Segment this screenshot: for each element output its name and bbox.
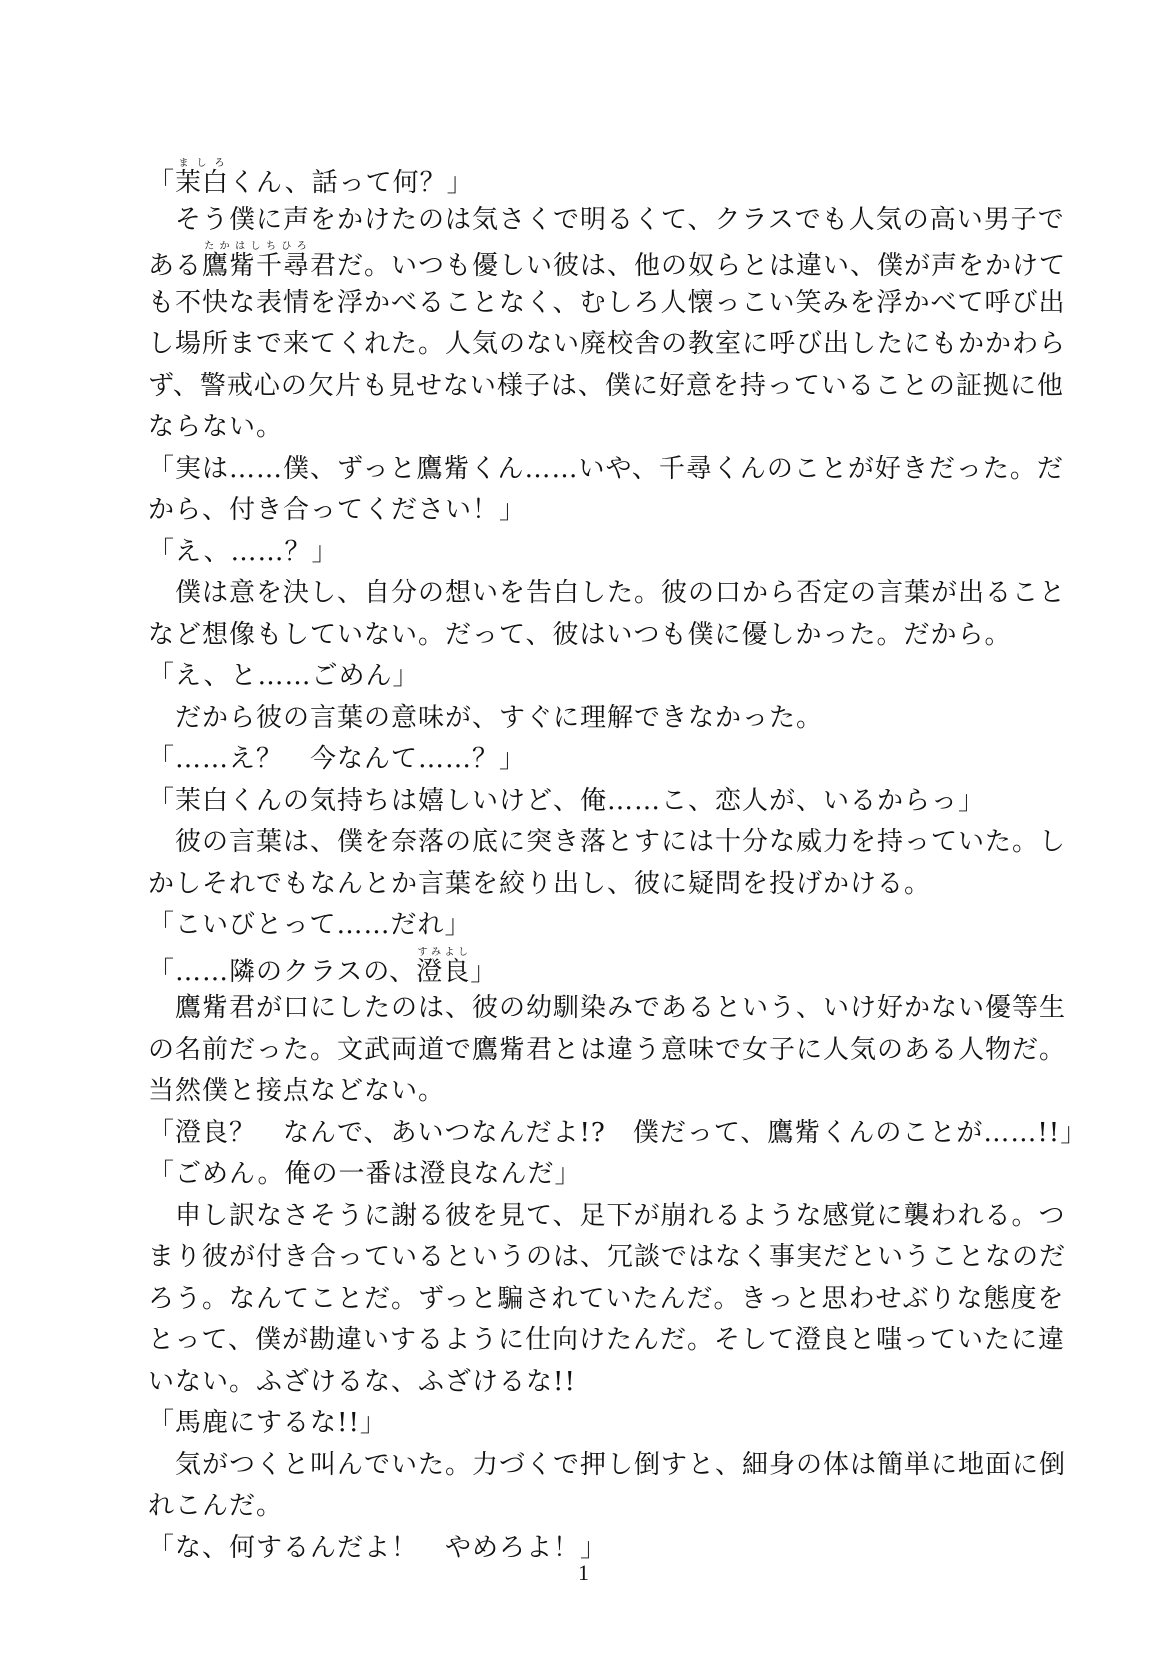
text-line [148, 1071, 1028, 1113]
text-line [148, 1320, 1065, 1362]
text-line [148, 283, 1066, 325]
text-line [148, 1486, 1028, 1528]
furigana: たかはしちひろ [202, 241, 311, 252]
body-text [148, 158, 1088, 1569]
text-line [148, 781, 1028, 823]
text-line [148, 656, 1028, 698]
text-line [148, 490, 1028, 532]
text-segment: ならない。 [148, 412, 284, 442]
text-line [148, 1445, 1067, 1487]
text-segment: 「……隣のクラスの、 [148, 956, 417, 987]
text-line [148, 1030, 1067, 1072]
page-number: 1 [578, 1560, 589, 1585]
text-segment: 申し訳なさそうに謝る彼を見て、足下が崩れるような感覚に襲われる。つ [148, 1200, 1066, 1231]
text-segment: 当然僕と接点などない。 [148, 1076, 446, 1106]
text-segment: 君だ。いつも優しい彼は、他の奴らとは違い、僕が声をかけて [310, 251, 1067, 281]
text-line [148, 864, 1028, 906]
text-segment: の名前だった。文武両道で鷹觜君とは違う意味で女子に人気のある人物だ。 [148, 1034, 1067, 1065]
text-line [148, 158, 1028, 200]
text-segment: とって、僕が勘違いするように仕向けたんだ。そして澄良と嗤っていたに違 [148, 1325, 1065, 1355]
text-segment: 「澄良？ なんで、あいつなんだよ!? 僕だって、鷹觜くんのことが……!!」 [148, 1117, 1088, 1148]
text-segment: 彼の言葉は、僕を奈落の底に突き落とすには十分な威力を持っていた。し [148, 827, 1067, 857]
text-line [148, 698, 1028, 740]
text-line [148, 947, 1028, 989]
ruby-word: 鷹觜千尋たかはしちひろ [202, 241, 311, 281]
text-line [148, 1237, 1067, 1279]
text-line [148, 615, 1028, 657]
text-line [148, 200, 1065, 242]
furigana: ましろ [175, 158, 230, 169]
text-segment: 「……え？ 今なんて……？」 [148, 744, 527, 774]
text-line [148, 988, 1067, 1030]
text-line [148, 241, 1067, 283]
text-segment: 「ごめん。俺の一番は澄良なんだ」 [148, 1159, 582, 1189]
text-segment: 「茉白くんの気持ちは嬉しいけど、俺……こ、恋人が、いるからっ」 [148, 785, 986, 816]
text-segment: 」 [470, 956, 498, 987]
text-segment: いない。ふざけるな、ふざけるな!! [148, 1366, 576, 1397]
text-line [148, 905, 1028, 947]
text-line [148, 449, 1064, 491]
text-segment: 「え、と……ごめん」 [148, 661, 420, 691]
furigana: すみよし [416, 946, 471, 958]
text-segment: そう僕に声をかけたのは気さくで明るくて、クラスでも人気の高い男子で [148, 204, 1065, 235]
ruby-word: 澄良すみよし [416, 946, 471, 987]
text-segment: 「え、……？」 [148, 536, 339, 567]
text-line [148, 1196, 1066, 1238]
text-line [148, 1154, 1028, 1196]
text-line [148, 532, 1028, 574]
text-segment: から、付き合ってください！」 [148, 495, 527, 525]
text-line [148, 1403, 1028, 1445]
text-segment: くん、話って何？」 [229, 168, 474, 198]
text-segment: ず、警戒心の欠片も見せない様子は、僕に好意を持っていることの証拠に他 [148, 370, 1064, 401]
text-line [148, 1113, 1088, 1155]
text-line [148, 366, 1064, 408]
text-line [148, 1279, 1065, 1321]
text-segment: 「 [148, 168, 176, 198]
text-line [148, 739, 1028, 781]
text-line [148, 407, 1028, 449]
text-segment: 「馬鹿にするな!!」 [148, 1408, 387, 1438]
text-segment: など想像もしていない。だって、彼はいつも僕に優しかった。だから。 [148, 619, 1012, 650]
text-line [148, 822, 1067, 864]
text-segment: 気がつくと叫んでいた。力づくで押し倒すと、細身の体は簡単に地面に倒 [148, 1449, 1067, 1480]
text-segment: 「実は……僕、ずっと鷹觜くん……いや、千尋くんのことが好きだった。だ [148, 453, 1064, 484]
text-segment: ろう。なんてことだ。ずっと騙されていたんだ。きっと思わせぶりな態度を [148, 1283, 1065, 1314]
text-segment: 僕は意を決し、自分の想いを告白した。彼の口から否定の言葉が出ること [148, 578, 1067, 608]
text-segment: も不快な表情を浮かべることなく、むしろ人懐っこい笑みを浮かべて呼び出 [148, 287, 1066, 318]
text-segment: まり彼が付き合っているというのは、冗談ではなく事実だということなのだ [148, 1242, 1067, 1272]
text-segment: ある [148, 251, 203, 281]
text-segment: 鷹觜君が口にしたのは、彼の幼馴染みであるという、いけ好かない優等生 [148, 993, 1067, 1023]
text-line [148, 324, 1067, 366]
text-segment: し場所まで来てくれた。人気のない廃校舎の教室に呼び出したにもかかわら [148, 329, 1067, 359]
text-segment: かしそれでもなんとか言葉を絞り出し、彼に疑問を投げかける。 [148, 868, 932, 899]
text-line [148, 1362, 1028, 1404]
text-segment: 「な、何するんだよ！ やめろよ！」 [148, 1532, 608, 1563]
text-line [148, 573, 1067, 615]
text-segment: れこんだ。 [148, 1491, 284, 1521]
text-segment: だから彼の言葉の意味が、すぐに理解できなかった。 [148, 702, 824, 733]
text-segment: 「こいびとって……だれ」 [148, 910, 472, 940]
ruby-word: 茉白ましろ [175, 158, 230, 198]
